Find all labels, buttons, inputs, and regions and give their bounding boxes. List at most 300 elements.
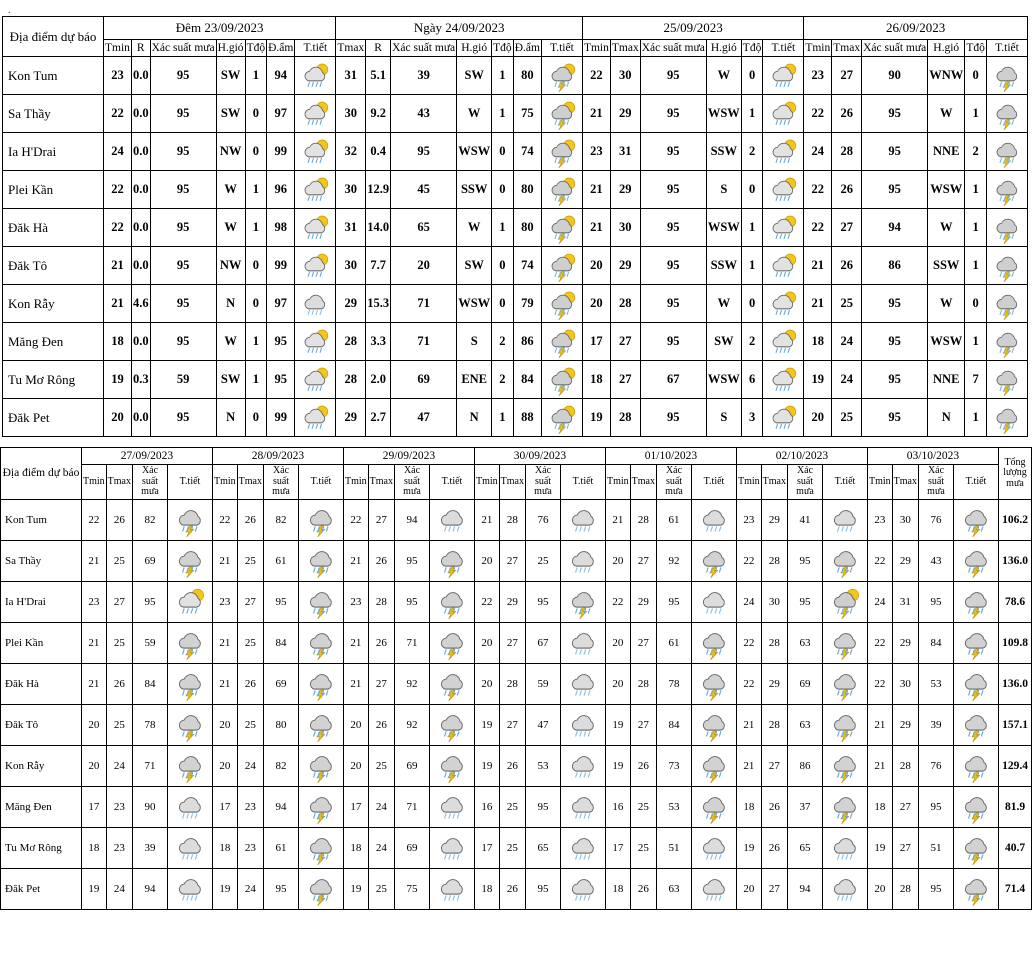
cell-tmax: 26 [237, 499, 263, 540]
header-field-2-6: Đ.ẩm [513, 40, 541, 57]
cell-m: 95 [267, 361, 295, 399]
cell-xcsutma: 84 [133, 663, 168, 704]
cell-total-rain: 40.7 [999, 827, 1032, 868]
cell-t: 1 [492, 57, 514, 95]
rain-storm-icon [828, 626, 862, 660]
rain-storm-icon [173, 544, 207, 578]
cell-tmax: 26 [832, 171, 862, 209]
header-field-3-2: Tmax [368, 465, 394, 500]
weather-icon-cell [430, 499, 475, 540]
cell-hgi: N [216, 399, 245, 437]
cell-xcsutma: 51 [657, 827, 692, 868]
cell-tmax: 30 [761, 581, 787, 622]
cell-xcsutma: 94 [264, 786, 299, 827]
cell-tmax: 23 [237, 786, 263, 827]
weather-icon-cell [295, 171, 336, 209]
cell-tmax: 26 [237, 663, 263, 704]
cell-hgi: N [928, 399, 965, 437]
table-row [1, 499, 1032, 540]
cell-tmax: 26 [832, 95, 862, 133]
weather-icon-cell [954, 745, 999, 786]
weather-icon-cell [763, 95, 804, 133]
weather-icon-cell [763, 171, 804, 209]
cell-tmin: 21 [737, 745, 762, 786]
rain-storm-icon [697, 626, 731, 660]
header-field-1-7: T.tiết [295, 40, 336, 57]
cell-tmin: 19 [804, 361, 832, 399]
cell-xcsutma: 61 [264, 827, 299, 868]
cell-xcsutma: 95 [657, 581, 692, 622]
cell-tmin: 20 [606, 540, 631, 581]
cell-tmax: 28 [499, 499, 525, 540]
cell-tmax: 30 [610, 57, 640, 95]
weather-icon-cell [692, 786, 737, 827]
weather-icon-cell [299, 663, 344, 704]
cell-tmax: 29 [892, 540, 918, 581]
weather-icon-cell [987, 247, 1028, 285]
cell-tmin: 22 [804, 209, 832, 247]
cell-m: 99 [267, 133, 295, 171]
weather-icon-cell [987, 133, 1028, 171]
cell-tmax: 27 [630, 704, 656, 745]
cell-t: 7 [965, 361, 987, 399]
header-field-6-3: Xác suất mưa [788, 465, 823, 500]
cell-tmin: 22 [804, 171, 832, 209]
row-place-name: Kon Tum [1, 499, 82, 540]
cell-tmin: 21 [868, 745, 893, 786]
header-date-group-3: 29/09/2023 [344, 448, 475, 465]
header-field-6-1: Tmin [737, 465, 762, 500]
cell-hgi: SW [216, 361, 245, 399]
cell-tmax: 31 [336, 57, 366, 95]
cell-r: 5.1 [366, 57, 391, 95]
cell-r: 0.0 [131, 323, 150, 361]
top-dot: . [8, 5, 11, 16]
cell-tmin: 21 [475, 499, 500, 540]
row-place-name: Đăk Hà [3, 209, 104, 247]
cell-tmax: 27 [368, 499, 394, 540]
table-row [1, 868, 1032, 909]
rain-storm-icon [173, 708, 207, 742]
header-date-group-2: 28/09/2023 [213, 448, 344, 465]
cell-tmax: 29 [892, 704, 918, 745]
weather-icon-cell [954, 540, 999, 581]
cell-tmax: 27 [832, 209, 862, 247]
table-row [1, 786, 1032, 827]
cell-tmin: 17 [475, 827, 500, 868]
cell-tmax: 28 [832, 133, 862, 171]
cell-tmax: 25 [499, 827, 525, 868]
cell-tmin: 20 [213, 704, 238, 745]
weather-icon-cell [299, 540, 344, 581]
cell-r: 2.7 [366, 399, 391, 437]
cell-t: 1 [741, 247, 763, 285]
cell-tmin: 23 [82, 581, 107, 622]
weather-icon-cell [823, 540, 868, 581]
header-field-3-1: Tmin [344, 465, 369, 500]
storm-sun-icon [546, 136, 578, 168]
header-field-2-3: Xác suất mưa [264, 465, 299, 500]
weather-icon-cell [541, 133, 582, 171]
cell-m: 94 [267, 57, 295, 95]
cell-tmin: 22 [737, 540, 762, 581]
header-field-1-4: T.tiết [168, 465, 213, 500]
cell-tmin: 21 [606, 499, 631, 540]
cell-t: 1 [965, 323, 987, 361]
cell-hgi: W [457, 95, 492, 133]
header-field-1-3: Xác suất mưa [150, 40, 216, 57]
cell-tmin: 19 [606, 704, 631, 745]
cell-xcsutma: 86 [788, 745, 823, 786]
row-place-name: Tu Mơ Rông [3, 361, 104, 399]
weather-icon-cell [541, 95, 582, 133]
row-place-name: Đăk Pet [3, 399, 104, 437]
weather-icon-cell [295, 57, 336, 95]
weather-icon-cell [295, 247, 336, 285]
cell-xcsutma: 67 [640, 361, 706, 399]
cell-tmax: 29 [761, 663, 787, 704]
cell-tmin: 22 [868, 622, 893, 663]
weather-icon-cell [692, 622, 737, 663]
cell-tmax: 24 [106, 745, 132, 786]
header-field-2-1: Tmin [213, 465, 238, 500]
header-field-5-3: Xác suất mưa [657, 465, 692, 500]
cell-hgi: SSW [706, 133, 741, 171]
cell-tmax: 25 [832, 399, 862, 437]
cell-hgi: WSW [457, 133, 492, 171]
cell-xcsutma: 76 [526, 499, 561, 540]
cell-xcsutma: 80 [264, 704, 299, 745]
cell-xcsutma: 95 [640, 95, 706, 133]
cell-xcsutma: 95 [526, 786, 561, 827]
rain-storm-icon [435, 585, 469, 619]
cell-tmax: 28 [761, 540, 787, 581]
rain-storm-icon [304, 831, 338, 865]
table-row [1, 745, 1032, 786]
rain-sun-icon [767, 98, 799, 130]
rain-storm-icon [828, 667, 862, 701]
cell-xcsutma: 73 [657, 745, 692, 786]
header-field-6-2: Tmax [761, 465, 787, 500]
weather-icon-cell [763, 57, 804, 95]
cell-t: 0 [492, 247, 514, 285]
cell-tmin: 20 [606, 622, 631, 663]
weather-icon-cell [541, 209, 582, 247]
cell-tmax: 27 [499, 622, 525, 663]
weather-icon-cell [561, 540, 606, 581]
cell-xcsutma: 94 [395, 499, 430, 540]
cell-tmin: 19 [344, 868, 369, 909]
header-field-4-2: Tmax [832, 40, 862, 57]
row-place-name: Đăk Tô [1, 704, 82, 745]
cell-xcsutma: 61 [657, 622, 692, 663]
rain-storm-icon [304, 667, 338, 701]
cell-tmin: 18 [737, 786, 762, 827]
rain-light-icon [697, 831, 731, 865]
cell-r: 0.0 [131, 133, 150, 171]
cell-tmin: 19 [475, 704, 500, 745]
cell-xcsutma: 95 [150, 57, 216, 95]
cell-tmin: 22 [737, 622, 762, 663]
cell-r: 7.7 [366, 247, 391, 285]
cell-tmax: 26 [106, 499, 132, 540]
cell-hgi: W [706, 57, 741, 95]
cell-xcsutma: 71 [391, 285, 457, 323]
cell-r: 0.4 [366, 133, 391, 171]
weather-icon-cell [299, 745, 344, 786]
cell-tmax: 25 [237, 622, 263, 663]
header-field-5-2: Tmax [630, 465, 656, 500]
weather-icon-cell [168, 786, 213, 827]
weather-icon-cell [168, 581, 213, 622]
cell-tmin: 19 [606, 745, 631, 786]
header-field-2-4: H.gió [457, 40, 492, 57]
cell-xcsutma: 76 [919, 499, 954, 540]
cell-hgi: W [706, 285, 741, 323]
cell-tmin: 20 [82, 745, 107, 786]
cell-xcsutma: 95 [640, 399, 706, 437]
cell-hgi: S [706, 171, 741, 209]
weather-icon-cell [168, 868, 213, 909]
cell-xcsutma: 95 [862, 399, 928, 437]
weather-icon-cell [168, 663, 213, 704]
cell-total-rain: 136.0 [999, 540, 1032, 581]
rain-light-icon [566, 626, 600, 660]
cell-xcsutma: 37 [788, 786, 823, 827]
cell-hgi: NW [216, 133, 245, 171]
rain-storm-icon [566, 585, 600, 619]
row-place-name: Ia H'Drai [1, 581, 82, 622]
page-top-marker [0, 0, 1032, 16]
cell-tmin: 23 [104, 57, 132, 95]
weather-icon-cell [561, 704, 606, 745]
cell-tmin: 19 [475, 745, 500, 786]
cell-tmax: 26 [630, 868, 656, 909]
storm-icon [991, 250, 1023, 282]
header-field-3-4: H.gió [706, 40, 741, 57]
weather-icon-cell [541, 285, 582, 323]
cell-tmax: 28 [368, 581, 394, 622]
cell-tmin: 22 [344, 499, 369, 540]
cell-tmax: 27 [630, 540, 656, 581]
cell-xcsutma: 63 [788, 704, 823, 745]
rain-sun-icon [767, 60, 799, 92]
cell-hgi: W [216, 209, 245, 247]
rain-storm-icon [959, 667, 993, 701]
cell-xcsutma: 51 [919, 827, 954, 868]
cell-xcsutma: 84 [264, 622, 299, 663]
header-field-2-3: Xác suất mưa [391, 40, 457, 57]
cell-tmin: 18 [104, 323, 132, 361]
cell-xcsutma: 95 [640, 323, 706, 361]
header-field-5-4: T.tiết [692, 465, 737, 500]
storm-icon [991, 402, 1023, 434]
cell-tmax: 28 [630, 499, 656, 540]
cell-t: 1 [245, 57, 267, 95]
cell-tmin: 19 [868, 827, 893, 868]
row-place-name: Sa Thầy [3, 95, 104, 133]
cell-xcsutma: 90 [862, 57, 928, 95]
cell-xcsutma: 61 [657, 499, 692, 540]
cell-xcsutma: 76 [919, 745, 954, 786]
weather-icon-cell [299, 786, 344, 827]
cell-tmin: 18 [804, 323, 832, 361]
cell-r: 0.3 [131, 361, 150, 399]
storm-sun-icon [546, 174, 578, 206]
rain-storm-icon [435, 749, 469, 783]
weather-icon-cell [541, 171, 582, 209]
header-field-4-3: Xác suất mưa [526, 465, 561, 500]
header-field-7-3: Xác suất mưa [919, 465, 954, 500]
cell-t: 0 [245, 399, 267, 437]
cell-tmin: 21 [82, 663, 107, 704]
cell-xcsutma: 53 [657, 786, 692, 827]
weather-icon-cell [823, 581, 868, 622]
weather-icon-cell [954, 704, 999, 745]
cell-hgi: S [457, 323, 492, 361]
rain-storm-icon [959, 544, 993, 578]
weather-icon-cell [692, 540, 737, 581]
cell-tmax: 27 [237, 581, 263, 622]
cell-tmin: 16 [475, 786, 500, 827]
cell-tmin: 21 [82, 622, 107, 663]
cell-t: 1 [741, 209, 763, 247]
row-place-name: Đăk Hà [1, 663, 82, 704]
weather-icon-cell [168, 745, 213, 786]
weather-icon-cell [295, 95, 336, 133]
rain-sun-icon [173, 585, 207, 619]
cell-tmax: 29 [499, 581, 525, 622]
cell-hgi: NW [216, 247, 245, 285]
cell-xcsutma: 95 [150, 285, 216, 323]
cell-xcsutma: 95 [133, 581, 168, 622]
cell-m: 96 [267, 171, 295, 209]
rain-storm-icon [304, 872, 338, 906]
storm-sun-icon [546, 326, 578, 358]
cell-tmax: 27 [832, 57, 862, 95]
cell-m: 98 [267, 209, 295, 247]
cell-r: 3.3 [366, 323, 391, 361]
cell-tmin: 21 [582, 95, 610, 133]
weather-icon-cell [430, 745, 475, 786]
cell-xcsutma: 67 [526, 622, 561, 663]
cell-xcsutma: 71 [133, 745, 168, 786]
cell-hgi: SSW [928, 247, 965, 285]
cell-xcsutma: 63 [788, 622, 823, 663]
cell-xcsutma: 95 [640, 285, 706, 323]
cell-tmin: 18 [344, 827, 369, 868]
cell-total-rain: 78.6 [999, 581, 1032, 622]
cell-tmin: 20 [475, 622, 500, 663]
cell-tmax: 28 [761, 704, 787, 745]
cell-tmax: 25 [368, 868, 394, 909]
cell-tmin: 23 [737, 499, 762, 540]
cell-t: 6 [741, 361, 763, 399]
cell-xcsutma: 71 [395, 786, 430, 827]
cell-xcsutma: 39 [391, 57, 457, 95]
cell-hgi: SSW [457, 171, 492, 209]
cell-hgi: W [928, 285, 965, 323]
weather-icon-cell [987, 171, 1028, 209]
cell-xcsutma: 95 [862, 171, 928, 209]
cell-tmax: 24 [106, 868, 132, 909]
header-field-3-2: Tmax [610, 40, 640, 57]
header-field-2-2: R [366, 40, 391, 57]
header-date-group-4: 26/09/2023 [804, 17, 1028, 40]
header-field-1-5: Tđộ [245, 40, 267, 57]
cell-t: 1 [965, 171, 987, 209]
cell-tmin: 21 [213, 622, 238, 663]
rain-sun-icon [299, 250, 331, 282]
cell-tmax: 27 [892, 827, 918, 868]
cell-tmin: 20 [475, 540, 500, 581]
cell-tmax: 30 [336, 95, 366, 133]
cell-m: 97 [267, 95, 295, 133]
cell-total-rain: 109.8 [999, 622, 1032, 663]
cell-tmin: 18 [82, 827, 107, 868]
cell-m: 80 [513, 57, 541, 95]
rain-storm-icon [304, 626, 338, 660]
weather-icon-cell [692, 581, 737, 622]
storm-sun-icon [546, 212, 578, 244]
cell-tmax: 30 [610, 209, 640, 247]
cell-xcsutma: 90 [133, 786, 168, 827]
rain-storm-icon [959, 790, 993, 824]
cell-tmax: 31 [336, 209, 366, 247]
weather-icon-cell [763, 133, 804, 171]
rain-storm-icon [828, 708, 862, 742]
cell-tmax: 24 [368, 786, 394, 827]
weather-icon-cell [541, 323, 582, 361]
cell-tmin: 22 [582, 57, 610, 95]
row-place-name: Sa Thầy [1, 540, 82, 581]
cell-xcsutma: 82 [133, 499, 168, 540]
cell-xcsutma: 95 [640, 133, 706, 171]
cell-xcsutma: 78 [657, 663, 692, 704]
row-place-name: Măng Đen [1, 786, 82, 827]
cell-tmax: 28 [630, 663, 656, 704]
cell-tmin: 22 [104, 95, 132, 133]
cell-xcsutma: 95 [264, 581, 299, 622]
cell-tmax: 30 [336, 247, 366, 285]
cell-t: 0 [492, 133, 514, 171]
rain-storm-icon [173, 626, 207, 660]
cell-tmin: 21 [104, 247, 132, 285]
cell-tmin: 22 [82, 499, 107, 540]
cell-xcsutma: 69 [133, 540, 168, 581]
rain-storm-icon [304, 585, 338, 619]
header-field-7-1: Tmin [868, 465, 893, 500]
cell-t: 1 [492, 209, 514, 247]
cell-xcsutma: 95 [919, 868, 954, 909]
weather-icon-cell [987, 323, 1028, 361]
cell-xcsutma: 95 [862, 323, 928, 361]
cell-xcsutma: 69 [264, 663, 299, 704]
cell-r: 2.0 [366, 361, 391, 399]
cell-tmax: 28 [499, 663, 525, 704]
weather-icon-cell [692, 827, 737, 868]
storm-sun-icon [546, 250, 578, 282]
cell-tmax: 27 [499, 704, 525, 745]
table2-body [1, 499, 1032, 909]
cell-xcsutma: 95 [862, 133, 928, 171]
cell-tmax: 26 [630, 745, 656, 786]
rain-storm-icon [435, 667, 469, 701]
cell-xcsutma: 65 [391, 209, 457, 247]
cell-tmin: 17 [82, 786, 107, 827]
cell-xcsutma: 95 [391, 133, 457, 171]
weather-icon-cell [541, 361, 582, 399]
